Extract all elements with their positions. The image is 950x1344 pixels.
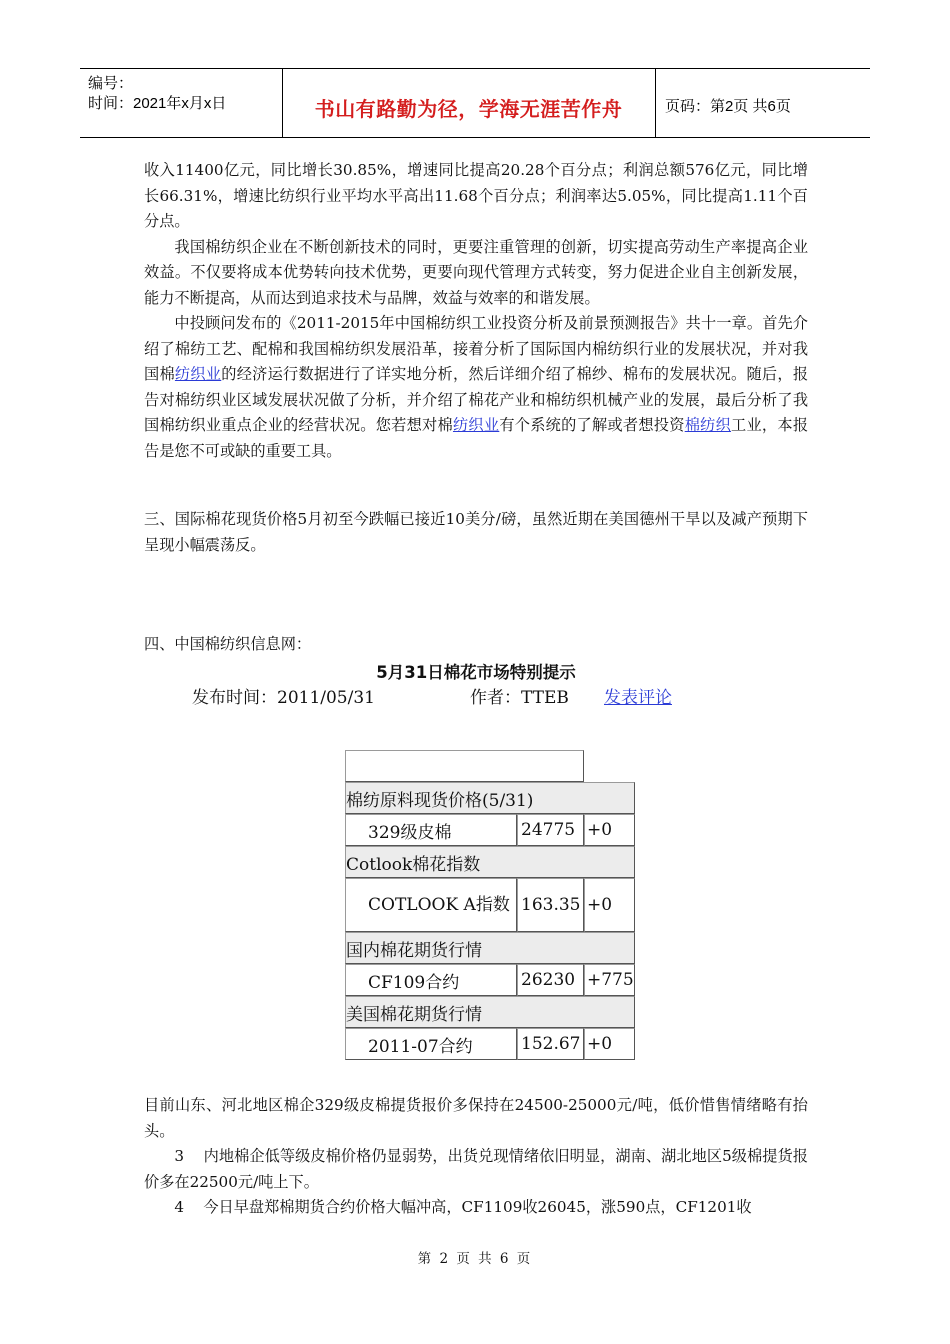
- item-price: 26230: [517, 964, 584, 996]
- paragraph-shandong-price: 目前山东、河北地区棉企329级皮棉提货报价多保持在24500-25000元/吨，低价惜售情绪略有抬头。: [144, 1096, 808, 1140]
- paragraph-management: 我国棉纺织企业在不断创新技术的同时，更要注重管理的创新，切实提高劳动生产率提高企业效益。不仅要将成本优势转向技术优势，更要向现代管理方式转变，努力促进企业自主创新发展，能力不断提高，从而达到追求技术与品牌，效益与效率的和谐发展。: [144, 237, 808, 307]
- comment-link[interactable]: 发表评论: [604, 688, 672, 708]
- table-row: [345, 964, 635, 996]
- table-header-row: [345, 750, 635, 782]
- section-heading: 棉纺原料现货价格(5/31): [345, 782, 635, 814]
- header-motto: 书山有路勤为径，学海无涯苦作舟: [314, 97, 623, 121]
- item-change: +775: [584, 964, 635, 996]
- paragraph-report: [144, 311, 808, 464]
- item-change: +0: [584, 814, 635, 846]
- paragraph-futures: 4 今日早盘郑棉期货合约价格大幅冲高，CF1109收26045，涨590点，CF1201收: [174, 1198, 752, 1216]
- article-author: 作者：TTEB: [470, 688, 569, 708]
- paragraph-revenue: 收入11400亿元，同比增长30.85%，增速同比提高20.28个百分点；利润总额576亿元，同比增长66.31%，增速比纺织行业平均水平高出11.68个百分点；利润率达5.05%，同比提高1.11个百分点。: [144, 161, 808, 230]
- body-text-section3: [144, 507, 808, 558]
- header-page-info: 页码：第2页 共6页: [665, 98, 791, 115]
- link-textile-industry[interactable]: 纺织业: [174, 365, 222, 383]
- body-text-top: [144, 158, 808, 464]
- table-empty-cell: [345, 750, 584, 782]
- cotton-quotes-table: [345, 750, 635, 1060]
- paragraph-info-network: 四、中国棉纺织信息网：: [144, 635, 312, 653]
- article-title: 5月31日棉花市场特别提示: [376, 663, 576, 682]
- report-text-a: 中投顾问发布的《2011-2015年中国棉纺织工业投资分析及前景预测报告》共十一章。首先介绍了棉纺工艺、配棉和我国棉纺织发展沿革，接着分析了国际国内棉纺织行业的发展状况，并对我国棉: [144, 314, 808, 383]
- section-heading: Cotlook棉花指数: [345, 846, 635, 878]
- link-textile-industry[interactable]: 纺织业: [452, 416, 500, 434]
- body-text-section4: [144, 632, 808, 658]
- item-price: 152.67: [517, 1028, 584, 1060]
- item-name: 2011-07合约: [345, 1028, 517, 1060]
- section-heading: 美国棉花期货行情: [345, 996, 635, 1028]
- paragraph-international-price: 三、国际棉花现货价格5月初至今跌幅已接近10美分/磅，虽然近期在美国德州干旱以及减产预期下呈现小幅震荡反。: [144, 510, 808, 554]
- table-section-row: [345, 846, 635, 878]
- doc-date: 时间：2021年x月x日: [88, 95, 227, 112]
- page-header: [80, 68, 870, 138]
- table-row: [345, 814, 635, 846]
- table-section-row: [345, 782, 635, 814]
- item-change: +0: [584, 878, 635, 932]
- body-text-bottom: [144, 1093, 808, 1221]
- page-footer: 第 2 页 共 6 页: [417, 1251, 533, 1267]
- link-cotton-textile[interactable]: 棉纺织: [684, 416, 732, 434]
- table-section-row: [345, 996, 635, 1028]
- item-price: 24775: [517, 814, 584, 846]
- report-text-b: 的经济运行数据进行了详实地分析，然后详细介绍了棉纱、棉布的发展状况。随后，报告对棉纺织业区域发展状况做了分析，并介绍了棉花产业和棉纺织机械产业的发展，最后分析了我国棉纺织业重点企业的经营状况。您若想对棉: [144, 365, 809, 434]
- table-row: [345, 1028, 635, 1060]
- report-text-c: 有个系统的了解或者想投资: [499, 416, 685, 434]
- item-name: 329级皮棉: [345, 814, 517, 846]
- header-divider: [655, 69, 656, 137]
- item-change: +0: [584, 1028, 635, 1060]
- table-row: [345, 878, 635, 932]
- doc-number-label: 编号：: [88, 75, 134, 92]
- item-price: 163.35: [517, 878, 584, 932]
- article-publish-time: 发布时间：2011/05/31: [192, 688, 375, 708]
- item-name: CF109合约: [345, 964, 517, 996]
- section-heading: 国内棉花期货行情: [345, 932, 635, 964]
- item-name: COTLOOK A指数: [345, 878, 517, 932]
- paragraph-inland-price: 3 内地棉企低等级皮棉价格仍显弱势，出货兑现情绪依旧明显，湖南、湖北地区5级棉提货报价多在22500元/吨上下。: [144, 1147, 808, 1191]
- report-text-d: 工业，本报告是您不可或缺的重要工具。: [144, 416, 809, 460]
- table-section-row: [345, 932, 635, 964]
